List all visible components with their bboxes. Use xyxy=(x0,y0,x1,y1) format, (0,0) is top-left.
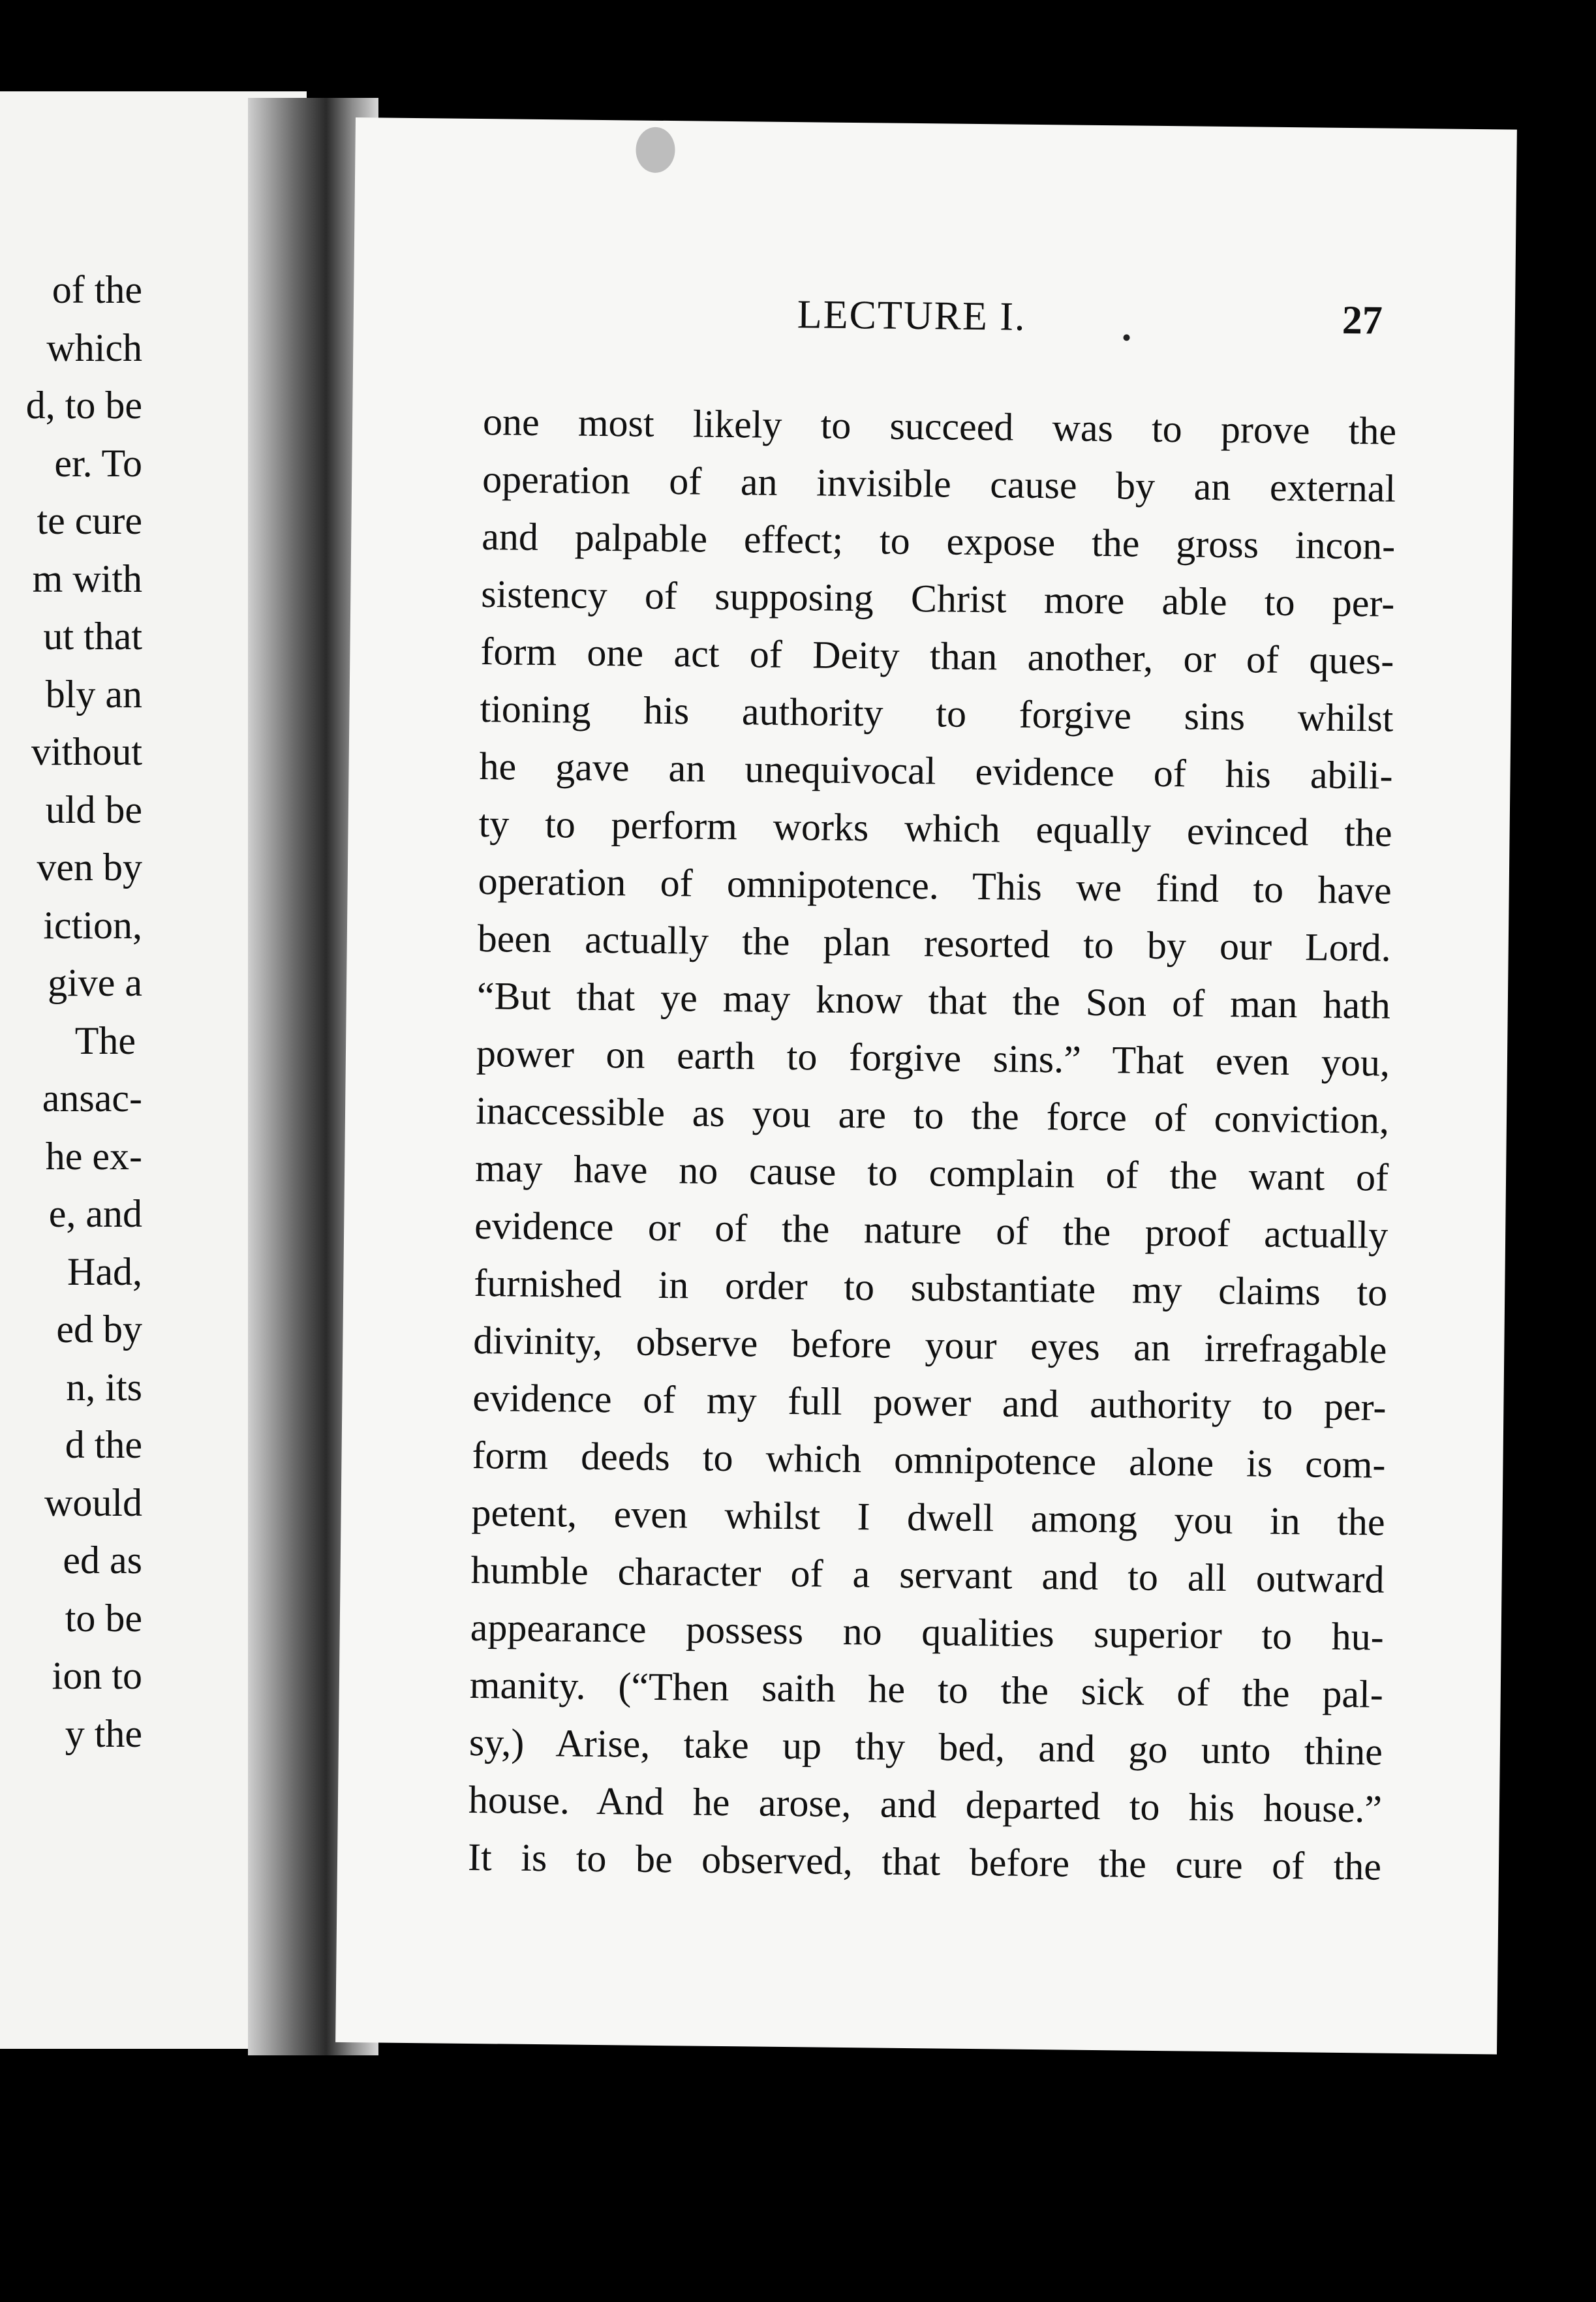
left-page-fragment: te cure xyxy=(37,499,142,542)
left-page-fragment: which xyxy=(46,326,142,369)
left-page-fragment: to be xyxy=(65,1596,142,1640)
left-page-fragment: give a xyxy=(48,961,142,1004)
body-line: tioning his authority to forgive sins whilst xyxy=(480,687,1394,740)
body-line: evidence of my full power and authority to per- xyxy=(472,1375,1387,1429)
body-line: form one act of Deity than another, or of ques- xyxy=(480,630,1394,683)
body-line: “But that ye may know that the Son of man hath xyxy=(476,974,1391,1027)
left-page-fragment: iction, xyxy=(43,903,142,947)
right-page xyxy=(335,117,1517,2054)
body-line: been actually the plan resorted to by our Lord. xyxy=(477,917,1392,970)
body-line: power on earth to forgive sins.” That even you, xyxy=(476,1032,1390,1084)
left-page-fragment: n, its xyxy=(66,1365,142,1409)
running-head xyxy=(353,287,1411,350)
body-line: evidence or of the nature of the proof actually xyxy=(474,1204,1389,1257)
left-page-fragment: Had, xyxy=(67,1250,142,1293)
left-page-fragment: uld be xyxy=(45,788,142,831)
left-page-fragment: ed by xyxy=(56,1308,142,1351)
body-line: divinity, observe before your eyes an irrefragable xyxy=(473,1318,1387,1372)
page-number: 27 xyxy=(1342,298,1383,343)
left-page-fragment: d, to be xyxy=(25,384,142,427)
body-line: humble character of a servant and to all outward xyxy=(470,1548,1385,1601)
body-line: inaccessible as you are to the force of conviction, xyxy=(475,1089,1390,1142)
left-page-fragment: m with xyxy=(32,557,142,600)
left-page-fragment: bly an xyxy=(45,672,142,716)
body-line: form deeds to which omnipotence alone is com- xyxy=(472,1433,1386,1486)
left-page-fragment: ut that xyxy=(43,615,142,658)
left-page-fragment: ven by xyxy=(37,846,142,889)
body-line: operation of an invisible cause by an external xyxy=(482,457,1396,510)
left-page-fragment: ed as xyxy=(63,1539,142,1582)
body-line: ty to perform works which equally evinced the xyxy=(478,802,1392,855)
left-page-fragment: he ex- xyxy=(45,1134,142,1178)
body-line: manity. (“Then saith he to the sick of the pal- xyxy=(469,1663,1384,1716)
body-line: house. And he arose, and departed to his house.” xyxy=(468,1777,1383,1831)
body-line: one most likely to succeed was to prove the xyxy=(482,400,1397,453)
ink-speck xyxy=(636,127,675,174)
left-page-fragment: d the xyxy=(65,1423,142,1466)
body-text xyxy=(468,393,1397,1895)
ink-speck xyxy=(1123,334,1129,341)
body-line: It is to be observed, that before the cure of the xyxy=(467,1835,1382,1888)
body-line: sy,) Arise, take up thy bed, and go unto thine xyxy=(468,1720,1383,1773)
body-line: petent, even whilst I dwell among you in the xyxy=(471,1490,1385,1544)
body-line: and palpable effect; to expose the gross incon- xyxy=(481,515,1396,568)
body-line: appearance possess no qualities superior to hu- xyxy=(470,1605,1385,1659)
left-page-fragment: vithout xyxy=(31,730,142,773)
left-page-fragment: er. To xyxy=(54,441,142,485)
left-page-fragment: of the xyxy=(52,268,142,311)
body-line: furnished in order to substantiate my claims to xyxy=(473,1261,1388,1314)
body-line: operation of omnipotence. This we find to have xyxy=(478,859,1392,912)
left-page-fragment: would xyxy=(44,1481,142,1524)
left-page-fragment: y the xyxy=(65,1711,142,1755)
body-line: he gave an unequivocal evidence of his abili- xyxy=(479,744,1393,797)
left-page-fragment: ion to xyxy=(52,1654,142,1697)
body-line: may have no cause to complain of the want of xyxy=(474,1146,1389,1199)
left-page-fragment: The xyxy=(74,1019,136,1062)
left-page-fragment: ansac- xyxy=(42,1077,142,1120)
body-line: sistency of supposing Christ more able to per- xyxy=(481,572,1395,625)
left-page-fragment: e, and xyxy=(48,1192,142,1235)
running-title: LECTURE I. xyxy=(797,292,1026,339)
